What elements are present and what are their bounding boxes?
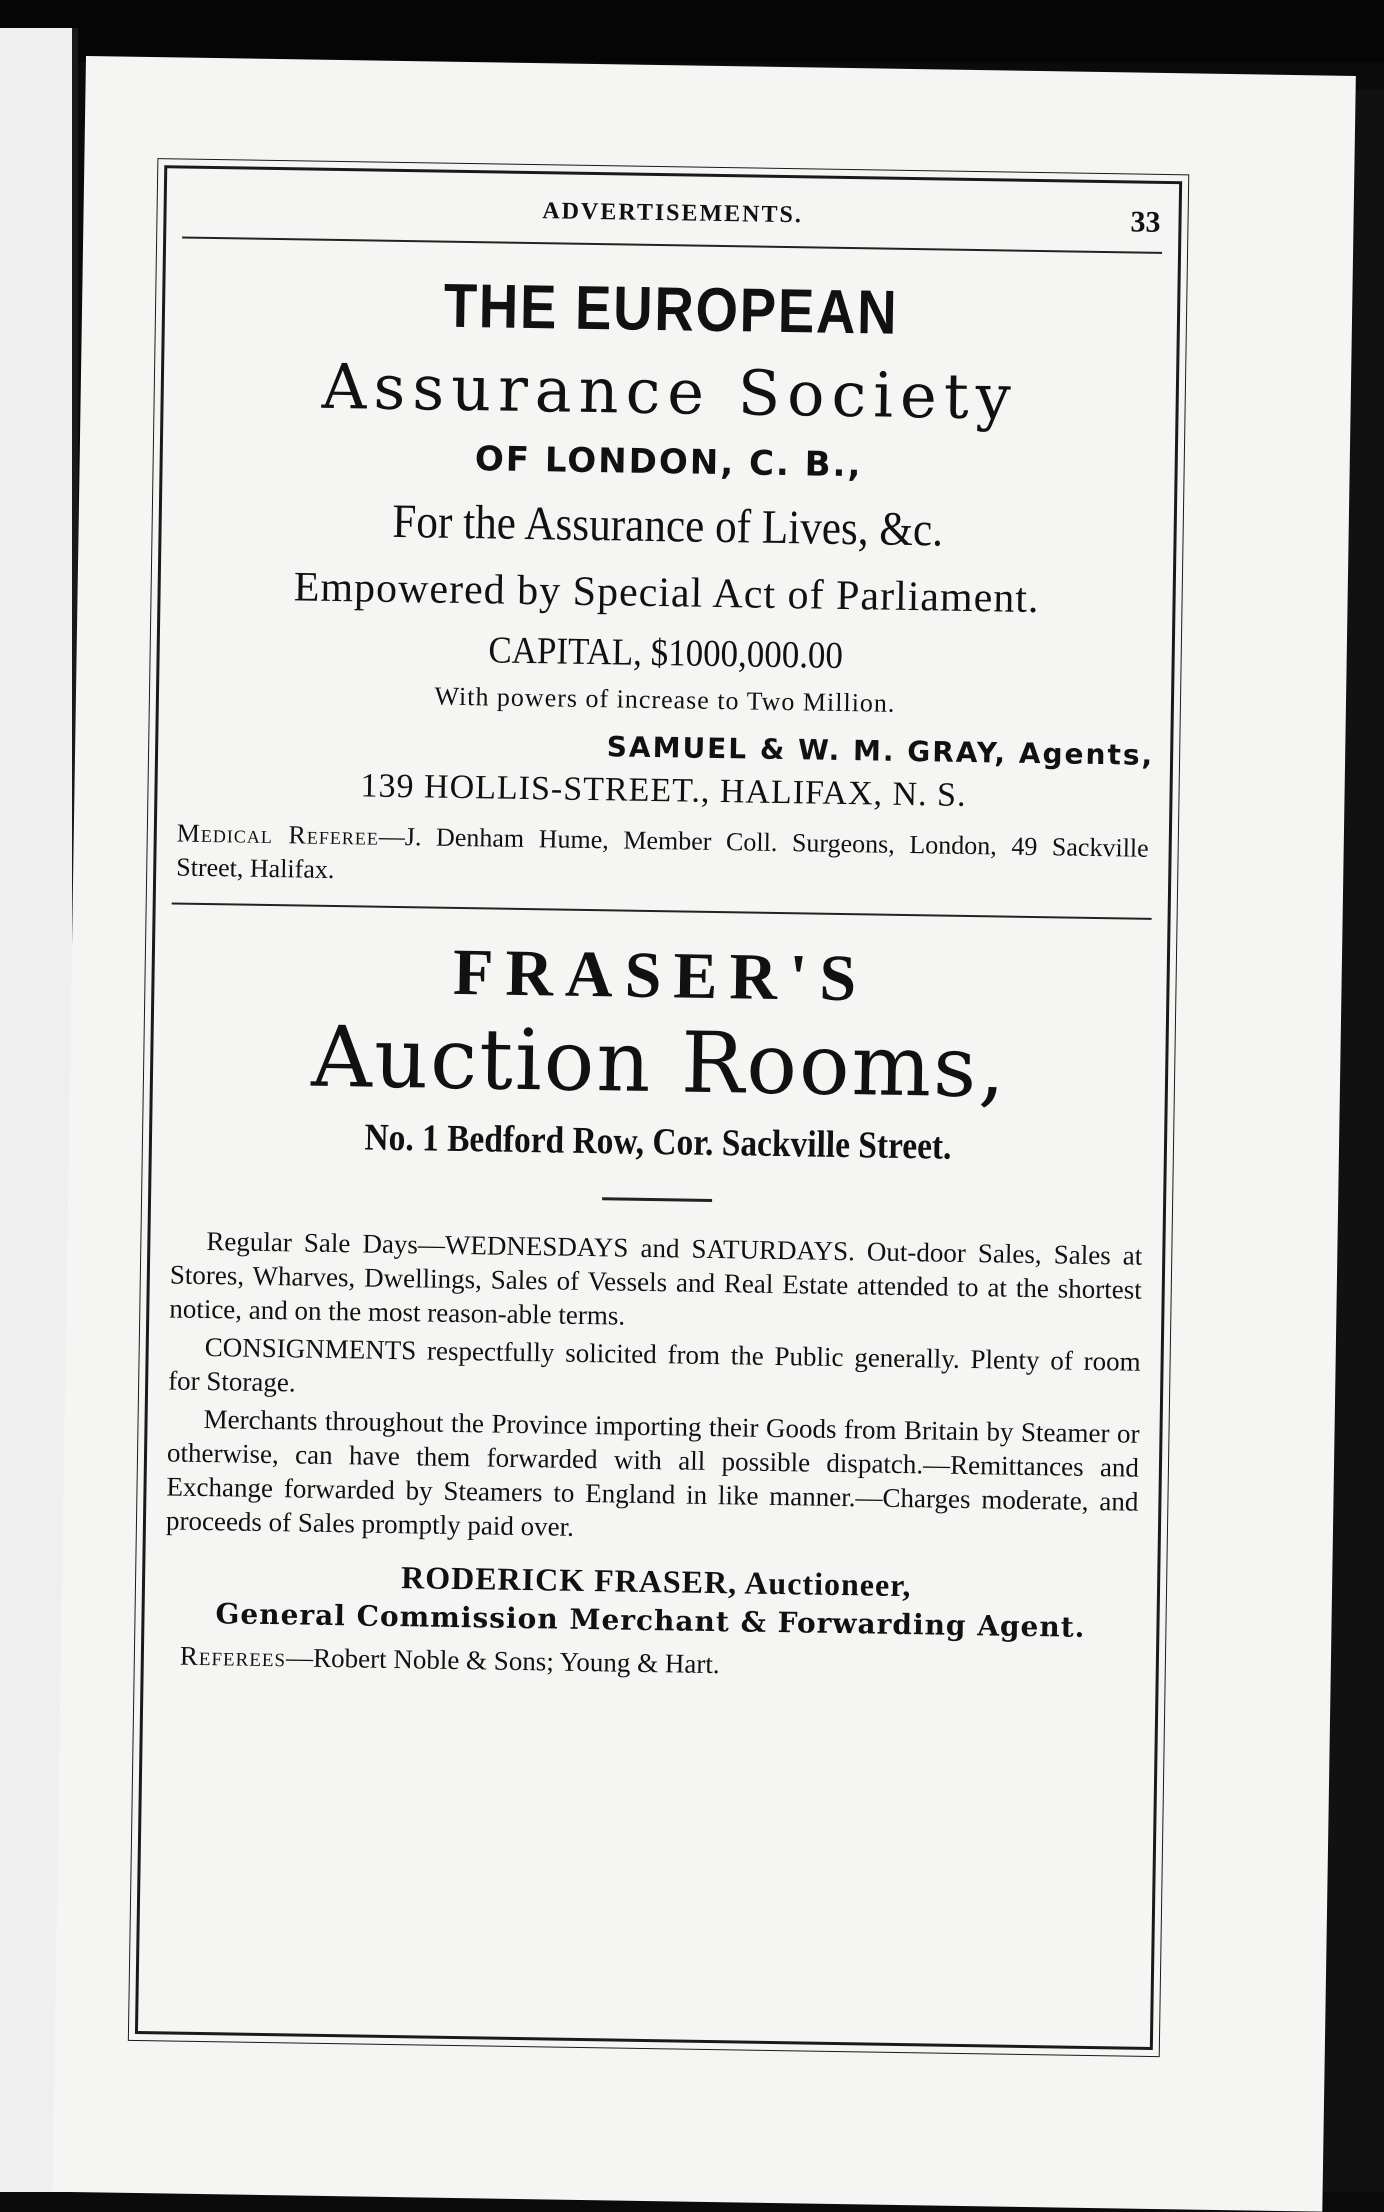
section-divider xyxy=(172,902,1152,919)
body-paragraph: Regular Sale Days—WEDNESDAYS and SATURDAYS. Out-door Sales, Sales at Stores, Wharves, Dwellings, Sales of Vessels and Real Estate attended to at the shortest notice, and on the most reason-able terms. xyxy=(169,1226,1143,1331)
body-paragraph: CONSIGNMENTS respectfully solicited from the Public generally. Plenty of room for Storage. xyxy=(167,1332,1141,1398)
ad-subtitle: Assurance Society xyxy=(321,349,1019,434)
medical-referee-label: Medical Referee xyxy=(176,818,380,851)
ad-address: 139 HOLLIS-STREET., HALIFAX, N. S. xyxy=(360,767,967,814)
ad-subtitle: Auction Rooms, xyxy=(310,1007,1008,1117)
commission-line: General Commission Merchant & Forwarding Agent. xyxy=(215,1597,1086,1644)
referees-line xyxy=(160,1640,1140,1686)
european-assurance-ad xyxy=(172,267,1162,900)
ad-title: FRASER'S xyxy=(452,935,869,1016)
ad-agents: SAMUEL & W. M. GRAY, Agents, xyxy=(606,730,1155,772)
ad-location: OF LONDON, C. B., xyxy=(474,439,863,486)
short-rule xyxy=(602,1197,712,1202)
advertisement-frame xyxy=(135,165,1182,2050)
medical-referee xyxy=(172,816,1153,899)
page-header xyxy=(182,177,1163,254)
scan-top-edge xyxy=(0,0,1384,62)
ad-empowered: Empowered by Special Act of Parliament. xyxy=(293,564,1040,623)
auctioneer-line: RODERICK FRASER, Auctioneer, xyxy=(400,1559,912,1604)
ad-address: No. 1 Bedford Row, Cor. Sackville Street. xyxy=(364,1116,952,1168)
ad-purpose: For the Assurance of Lives, &c. xyxy=(391,494,944,557)
page-number: 33 xyxy=(1130,205,1161,239)
ad-body xyxy=(162,1223,1147,1552)
fraser-auction-ad xyxy=(160,930,1152,1686)
book-page xyxy=(52,56,1355,2212)
referees-text: —Robert Noble & Sons; Young & Hart. xyxy=(285,1642,720,1680)
ad-title: THE EUROPEAN xyxy=(443,271,899,348)
running-head: ADVERTISEMENTS. xyxy=(542,198,804,229)
referees-label: Referees xyxy=(179,1640,287,1673)
ad-powers: With powers of increase to Two Million. xyxy=(434,681,896,718)
frame-content xyxy=(154,177,1163,2037)
body-paragraph: Merchants throughout the Province importing their Goods from Britain by Steamer or otherwise, can have them forwarded with all possible dispatch.—Remittances and Exchange forwarded by Steamers to England in like manner.—Charges moderate, and proceeds of Sales promptly paid over. xyxy=(165,1404,1140,1542)
ad-capital: CAPITAL, $1000,000.00 xyxy=(488,629,844,677)
medical-referee-text: —J. Denham Hume, Member Coll. Surgeons, London, 49 Sackville Street, Halifax. xyxy=(176,821,1149,884)
